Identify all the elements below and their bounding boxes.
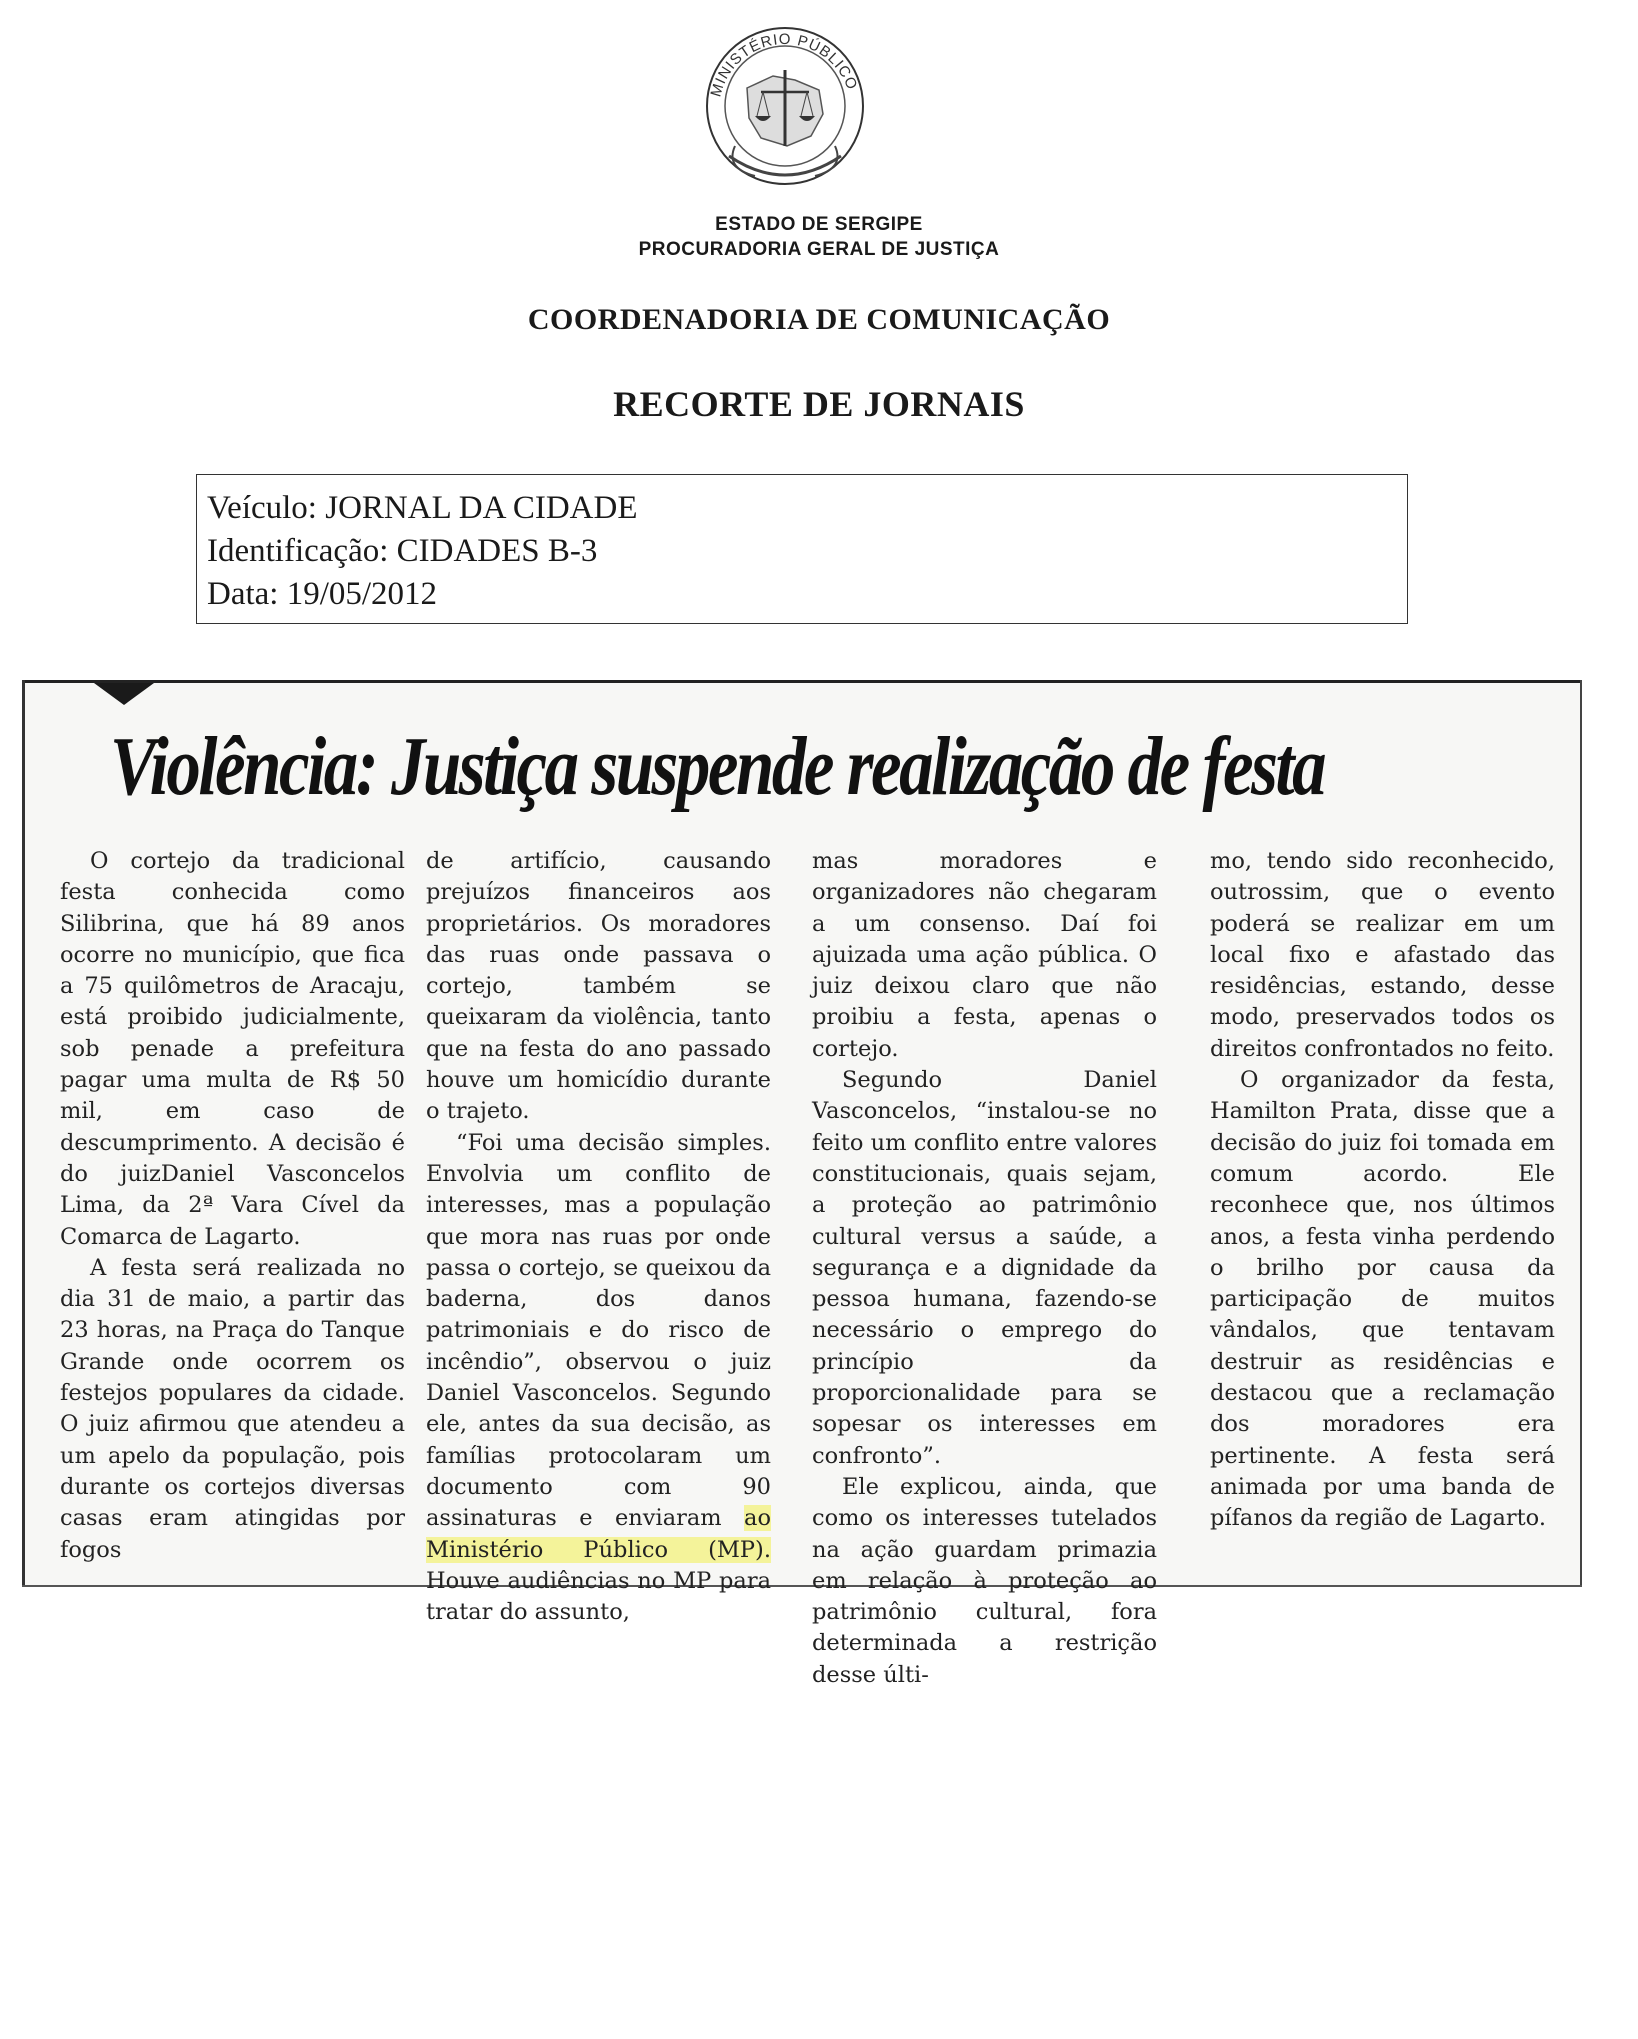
header-office: PROCURADORIA GERAL DE JUSTIÇA	[638, 239, 1000, 260]
article-paragraph: mo, tendo sido reconhecido, outrossim, que o evento poderá se realizar em um local fixo e afastado das residências, estando, desse modo, preservados todos os direitos confrontados no feito.	[1210, 848, 1555, 1062]
clipping-metadata-box	[196, 474, 1408, 624]
meta-vehicle: Veículo: JORNAL DA CIDADE	[207, 490, 638, 526]
header-state: ESTADO DE SERGIPE	[715, 214, 923, 235]
clipping-bottom-edge	[22, 1585, 1582, 1587]
article-column-4	[1210, 846, 1555, 1535]
svg-text:MINISTÉRIO PÚBLICO: MINISTÉRIO PÚBLICO	[707, 30, 861, 99]
clipping-right-edge	[1580, 680, 1582, 1587]
article-paragraph	[426, 1128, 771, 1629]
article-column-1	[60, 846, 405, 1566]
article-paragraph: de artifício, causando prejuízos financeiros aos proprietários. Os moradores das ruas onde passava o cortejo, também se queixaram da violência, tanto que na festa do ano passado houve um homicídio durante o trajeto.	[426, 848, 771, 1125]
section-marker-icon	[94, 683, 154, 705]
article-paragraph: A festa será realizada no dia 31 de maio, a partir das 23 horas, na Praça do Tanque Grande onde ocorrem os festejos populares da cidade. O juiz afirmou que atendeu a um apelo da população, pois durante os cortejos diversas casas eram atingidas por fogos	[60, 1254, 405, 1563]
article-paragraph: Segundo Daniel Vasconcelos, “instalou-se no feito um conflito entre valores constitucionais, quais sejam, a proteção ao patrimônio cultural versus a saúde, a segurança e a dignidade da pessoa humana, fazendo-se necessário o emprego do princípio da proporcionalidade para se sopesar os interesses em confronto”.	[812, 1067, 1157, 1469]
article-text: Houve audiências no MP para tratar do assunto,	[426, 1567, 771, 1626]
article-text: “Foi uma decisão simples. Envolvia um conflito de interesses, mas a população que mora nas ruas por onde passa o cortejo, se queixou da baderna, dos danos patrimoniais e do risco de incêndio”, observou o juiz Daniel Vasconcelos. Segundo ele, antes da sua decisão, as famílias protocolaram um documento com 90 assinaturas e enviaram	[426, 1129, 771, 1532]
header-coordination: COORDENADORIA DE COMUNICAÇÃO	[527, 303, 1111, 336]
ministerio-publico-seal	[695, 18, 875, 186]
clipping-top-rule	[22, 680, 1582, 683]
article-paragraph: O cortejo da tradicional festa conhecida como Silibrina, que há 89 anos ocorre no município, que fica a 75 quilômetros de Aracaju, está proibido judicialmente, sob penade a prefeitura pagar uma multa de R$ 50 mil, em caso de descumprimento. A decisão é do juizDaniel Vasconcelos Lima, da 2ª Vara Cível da Comarca de Lagarto.	[60, 848, 405, 1250]
meta-identification: Identificação: CIDADES B-3	[207, 533, 598, 569]
article-paragraph: mas moradores e organizadores não chegaram a um consenso. Daí foi ajuizada uma ação pública. O juiz deixou claro que não proibiu a festa, apenas o cortejo.	[812, 848, 1157, 1062]
article-headline: Violência: Justiça suspende realização de festa	[110, 720, 1325, 813]
clipping-left-edge	[22, 680, 25, 1587]
newspaper-clipping	[22, 680, 1582, 1688]
article-column-2	[426, 846, 771, 1628]
highlighted-text: ao Ministério Público (MP).	[426, 1505, 771, 1563]
article-paragraph: O organizador da festa, Hamilton Prata, disse que a decisão do juiz foi tomada em comum acordo. Ele reconhece que, nos últimos anos, a festa vinha perdendo o brilho por causa da participação de muitos vândalos, que tentavam destruir as residências e destacou que a reclamação dos moradores era pertinente. A festa será animada por uma banda de pífanos da região de Lagarto.	[1210, 1067, 1555, 1532]
article-column-3	[812, 846, 1157, 1691]
page-title: RECORTE DE JORNAIS	[613, 384, 1025, 424]
meta-date: Data: 19/05/2012	[207, 576, 438, 612]
article-paragraph: Ele explicou, ainda, que como os interesses tutelados na ação guardam primazia em relação à proteção ao patrimônio cultural, fora determinada a restrição desse últi-	[812, 1473, 1157, 1688]
